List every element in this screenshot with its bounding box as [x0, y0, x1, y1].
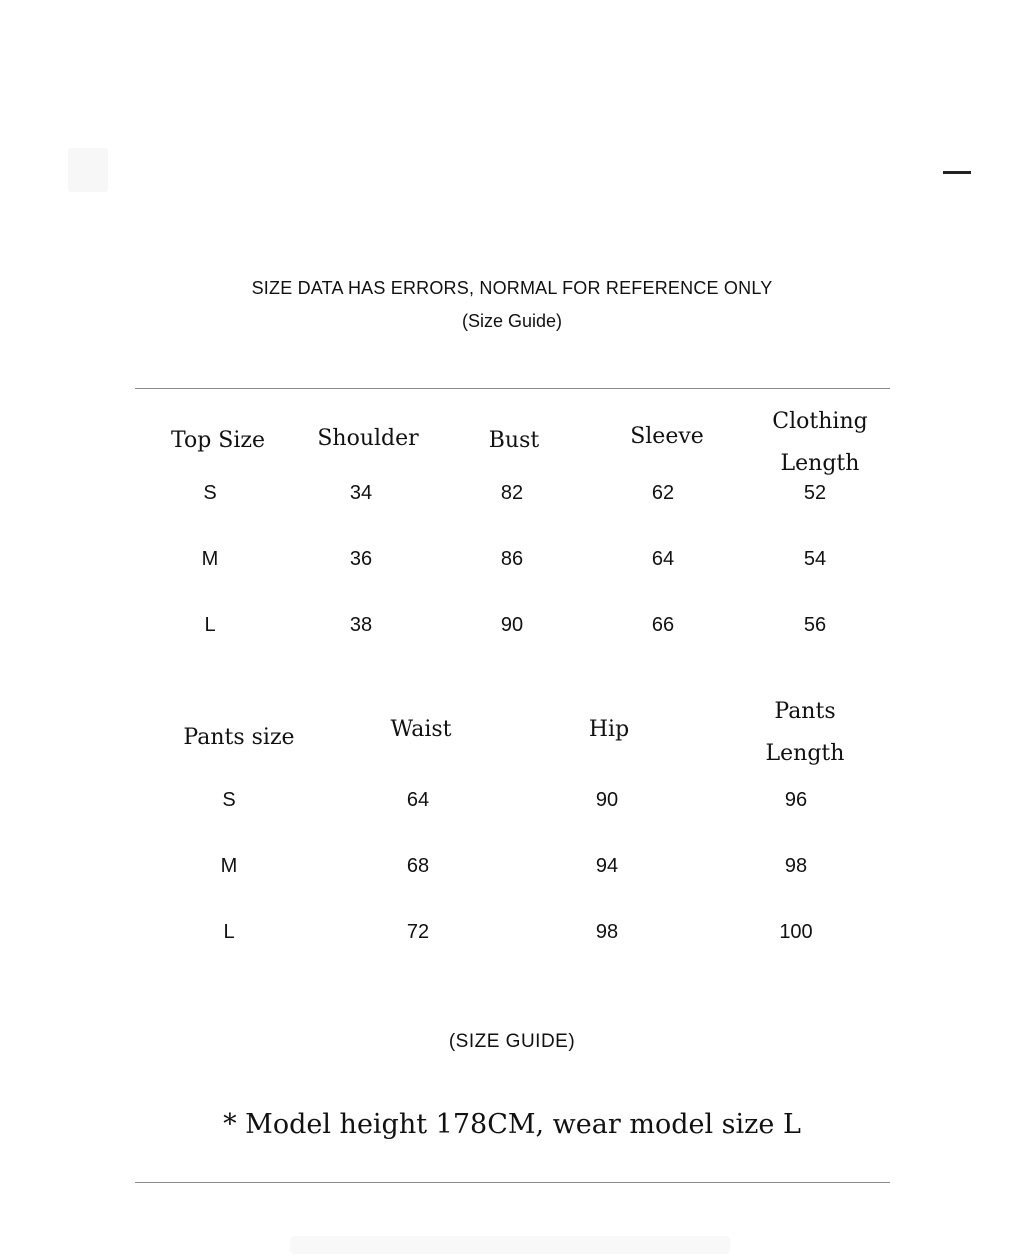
table-cell: 90: [595, 789, 619, 811]
pants-header-waist: Waist: [390, 717, 452, 742]
faint-footer-mark: [290, 1236, 730, 1254]
top-header-sleeve: Sleeve: [630, 424, 704, 449]
table-cell: 68: [406, 855, 430, 877]
model-note: * Model height 178CM, wear model size L: [223, 1109, 801, 1140]
top-header-bust: Bust: [488, 428, 540, 453]
size-guide-caption: (SIZE GUIDE): [448, 1031, 576, 1052]
table-cell: 96: [784, 789, 808, 811]
table-cell: M: [201, 548, 219, 570]
table-cell: 98: [595, 921, 619, 943]
table-cell: 64: [651, 548, 675, 570]
table-cell: S: [203, 482, 217, 504]
table-cell: S: [222, 789, 236, 811]
table-cell: 86: [500, 548, 524, 570]
pants-header-hip: Hip: [588, 717, 630, 742]
table-cell: 72: [406, 921, 430, 943]
table-cell: 54: [803, 548, 827, 570]
table-cell: 36: [349, 548, 373, 570]
table-cell: 94: [595, 855, 619, 877]
top-header-shoulder: Shoulder: [317, 426, 419, 451]
table-cell: 100: [779, 921, 813, 943]
size-data-notice: SIZE DATA HAS ERRORS, NORMAL FOR REFERENCE ONLY: [251, 278, 773, 298]
dash-mark: [943, 171, 971, 174]
table-cell: 62: [651, 482, 675, 504]
pants-header-size: Pants size: [183, 725, 295, 750]
table-cell: 82: [500, 482, 524, 504]
faint-watermark: [68, 148, 108, 192]
table-cell: 90: [500, 614, 524, 636]
table-cell: L: [204, 614, 216, 636]
table-cell: 52: [803, 482, 827, 504]
table-cell: 66: [651, 614, 675, 636]
top-header-clothing-length: Clothing Length: [772, 409, 868, 476]
table-cell: 98: [784, 855, 808, 877]
size-guide-subtitle: (Size Guide): [461, 311, 563, 331]
top-header-size: Top Size: [170, 428, 266, 453]
table-cell: M: [220, 855, 238, 877]
table-cell: L: [223, 921, 235, 943]
top-divider: [135, 388, 890, 389]
bottom-divider: [135, 1182, 890, 1183]
pants-header-length: Pants Length: [765, 699, 845, 766]
table-cell: 64: [406, 789, 430, 811]
table-cell: 34: [349, 482, 373, 504]
table-cell: 38: [349, 614, 373, 636]
table-cell: 56: [803, 614, 827, 636]
